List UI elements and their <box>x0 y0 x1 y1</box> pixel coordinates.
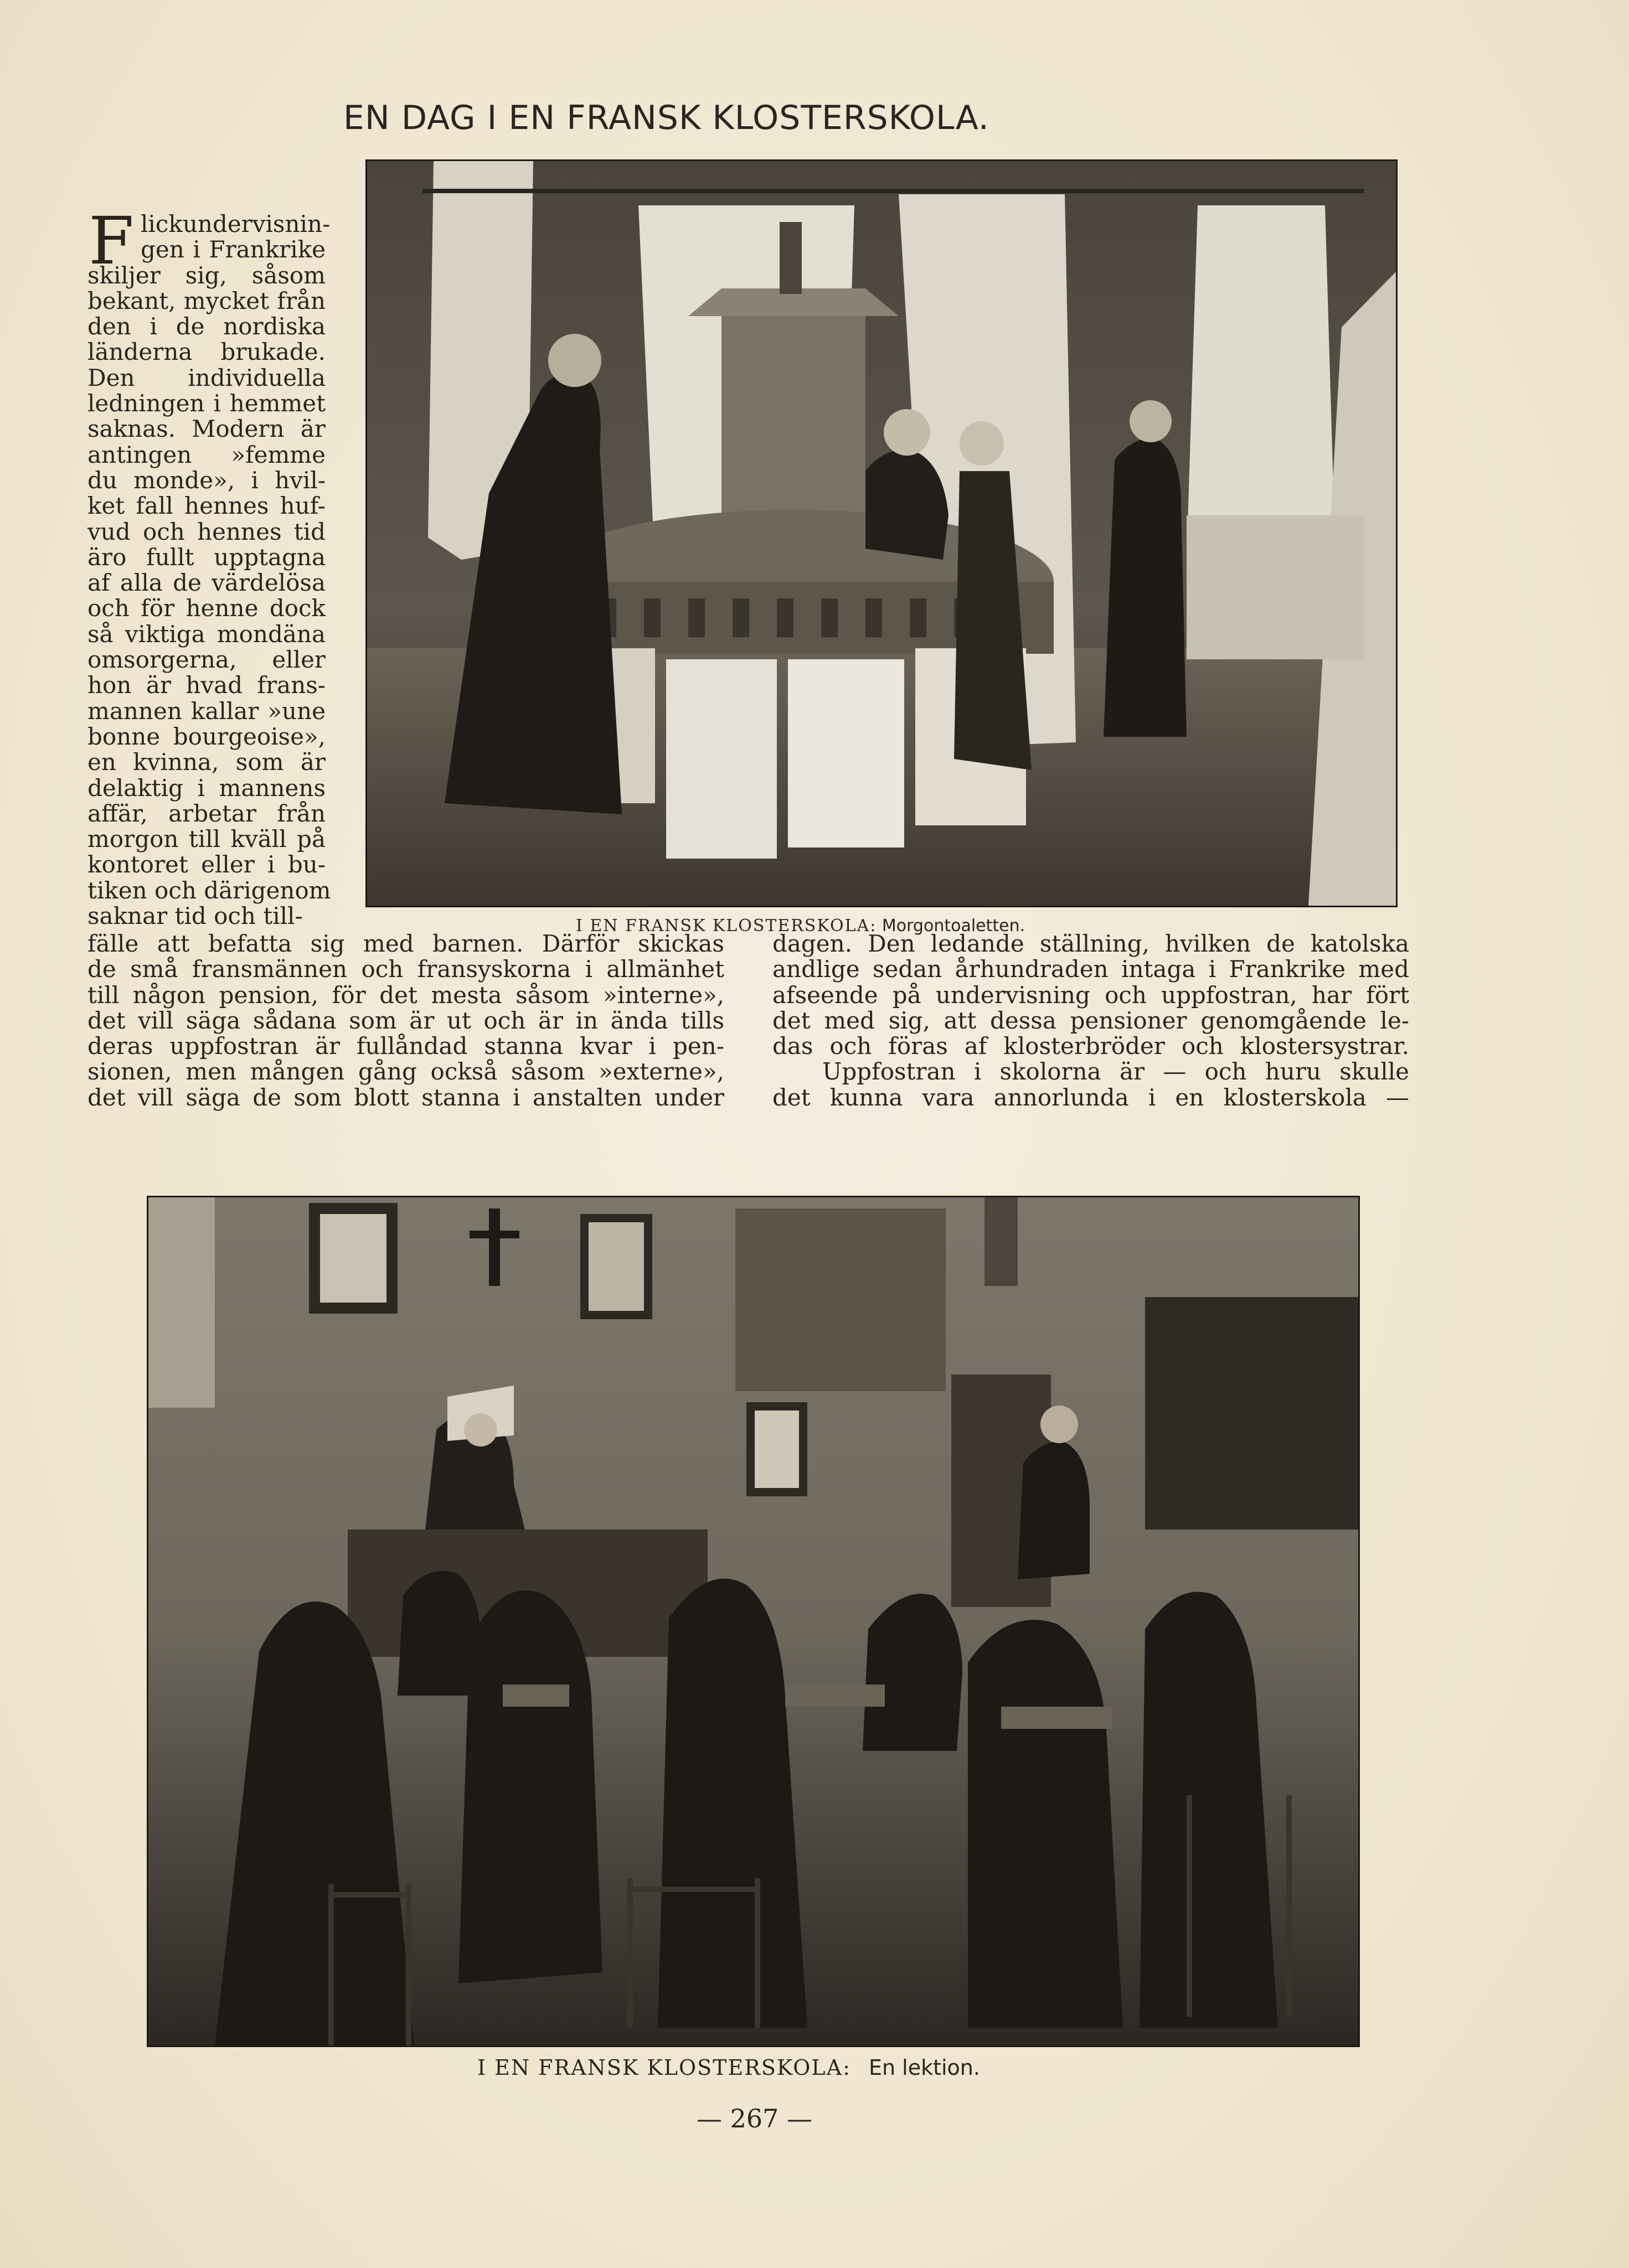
left-line: det vill säga sådana som är ut och är in ända tills <box>87 1006 724 1034</box>
left-line: de små fransmännen och fransyskorna i allmänhet <box>87 955 724 983</box>
narrow-line: och för henne dock <box>87 595 326 622</box>
narrow-line: så viktiga mondäna <box>87 620 326 648</box>
narrow-line: lickundervisnin- <box>141 210 331 237</box>
left-line: fälle att befatta sig med barnen. Därför skickas <box>87 930 724 957</box>
right-text-column <box>772 931 1409 1110</box>
right-line: Uppfostran i skolorna är — och huru skulle <box>822 1058 1409 1086</box>
figure-caption-2 <box>477 2055 980 2080</box>
drop-cap: F <box>89 203 134 279</box>
left-line: sionen, men mången gång också såsom »externe», <box>87 1058 724 1086</box>
left-line: till någon pension, för det mesta såsom »interne», <box>87 981 724 1009</box>
narrow-line: Den individuella <box>87 364 326 391</box>
photo-lesson <box>147 1196 1360 2047</box>
narrow-line: kontoret eller i bu- <box>87 851 326 879</box>
figure-caption-1-text: Morgontoaletten. <box>881 916 1025 936</box>
photo-morning-toilet-image <box>367 161 1396 906</box>
narrow-line: bonne bourgeoise», <box>87 722 326 750</box>
narrow-line: en kvinna, som är <box>87 748 326 776</box>
right-line: afseende på undervisning och uppfostran, har fört <box>772 981 1409 1009</box>
right-line: das och föras af klosterbröder och klostersystrar. <box>772 1032 1409 1060</box>
narrow-text-column <box>87 203 331 930</box>
narrow-line: affär, arbetar från <box>87 799 326 827</box>
narrow-line: morgon till kväll på <box>87 825 326 853</box>
narrow-line: omsorgerna, eller <box>87 646 326 674</box>
right-line: dagen. Den ledande ställning, hvilken de katolska <box>772 930 1409 957</box>
narrow-line: skiljer sig, såsom <box>87 261 326 289</box>
right-line: det kunna vara annorlunda i en klosterskola — <box>772 1083 1409 1111</box>
photo-lesson-image <box>148 1197 1358 2045</box>
narrow-line: delaktig i mannens <box>87 774 326 802</box>
narrow-line: hon är hvad frans- <box>87 671 326 699</box>
page-number: — 267 — <box>697 2104 813 2133</box>
narrow-line: tiken och därigenom <box>87 876 331 904</box>
right-line: andlige sedan århundraden intaga i Frankrike med <box>772 955 1409 983</box>
narrow-line: gen i Frankrike <box>141 236 326 264</box>
narrow-line: ledningen i hemmet <box>87 390 326 417</box>
left-line: deras uppfostran är fullåndad stanna kvar i pen- <box>87 1032 724 1060</box>
figure-caption-2-text: En lektion. <box>868 2055 980 2080</box>
left-line: det vill säga de som blott stanna i anstalten under <box>87 1083 724 1111</box>
narrow-line: äro fullt upptagna <box>87 543 326 571</box>
figure-caption-1-label: I EN FRANSK KLOSTERSKOLA: <box>576 916 877 936</box>
right-line: det med sig, att dessa pensioner genomgående le- <box>772 1006 1409 1034</box>
narrow-line: vud och hennes tid <box>87 518 326 545</box>
narrow-line: bekant, mycket från <box>87 287 326 314</box>
photo-morning-toilet <box>365 159 1398 907</box>
narrow-line: mannen kallar »une <box>87 697 326 725</box>
narrow-line: ket fall hennes huf- <box>87 492 326 520</box>
narrow-line: saknar tid och till- <box>87 902 303 930</box>
narrow-line: antingen »femme <box>87 441 326 468</box>
narrow-line: du monde», i hvil- <box>87 466 326 494</box>
narrow-line: länderna brukade. <box>87 338 326 366</box>
narrow-line: saknas. Modern är <box>87 415 326 443</box>
left-text-column <box>87 931 724 1110</box>
figure-caption-2-label: I EN FRANSK KLOSTERSKOLA: <box>477 2055 851 2080</box>
narrow-line: af alla de värdelösa <box>87 569 326 597</box>
narrow-line: den i de nordiska <box>87 313 326 340</box>
article-title: EN DAG I EN FRANSK KLOSTERSKOLA. <box>343 99 989 137</box>
